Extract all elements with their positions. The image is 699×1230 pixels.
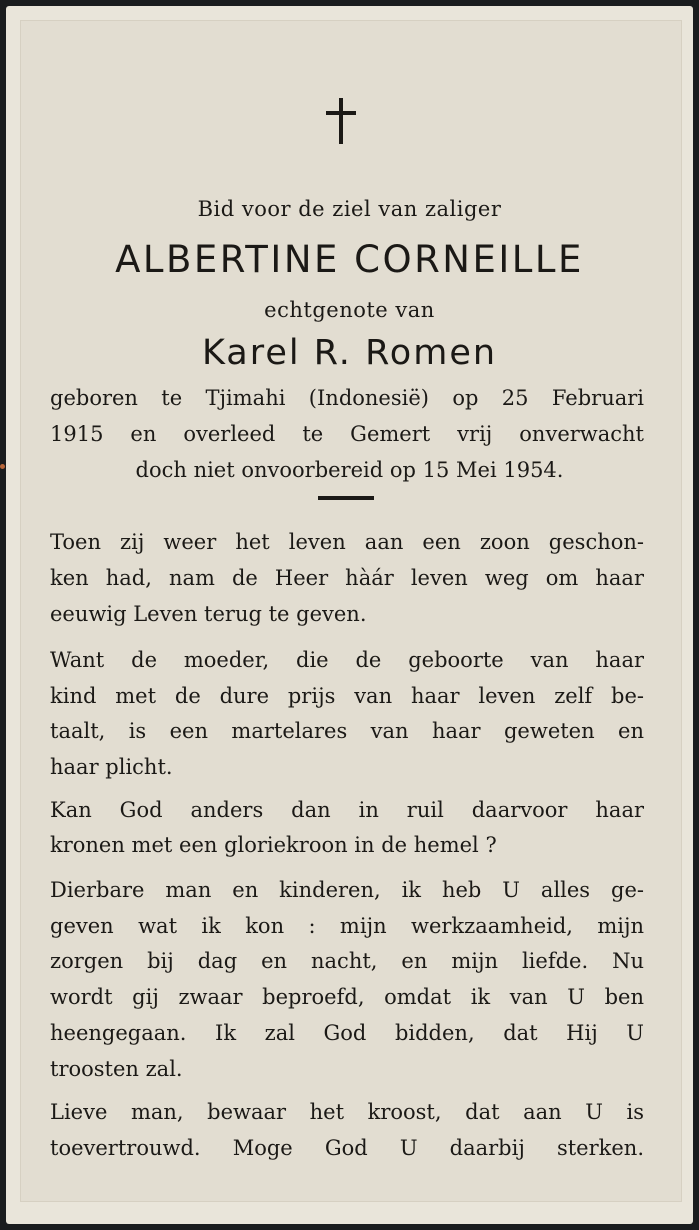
- text-line: troosten zal.: [50, 1057, 183, 1081]
- text-line: Dierbare man en kinderen, ik heb U alles ge-: [50, 878, 644, 902]
- text-line: heengegaan. Ik zal God bidden, dat Hij U: [50, 1021, 644, 1045]
- section-divider: [318, 496, 374, 500]
- biography-line: geboren te Tjimahi (Indonesië) op 25 Februari: [50, 386, 644, 410]
- text-line: Toen zij weer het leven aan een zoon geschon-: [50, 530, 644, 554]
- text-line: eeuwig Leven terug te geven.: [50, 602, 367, 626]
- text-line: kind met de dure prijs van haar leven zelf be-: [50, 684, 644, 708]
- text-line: haar plicht.: [50, 755, 173, 779]
- deceased-name: ALBERTINE CORNEILLE: [115, 238, 584, 281]
- prayer-intro: Bid voor de ziel van zaliger: [197, 197, 502, 221]
- text-line: geven wat ik kon : mijn werkzaamheid, mijn: [50, 914, 644, 938]
- text-line: Kan God anders dan in ruil daarvoor haar: [50, 798, 644, 822]
- latin-cross-icon: [326, 98, 356, 144]
- text-line: wordt gij zwaar beproefd, omdat ik van U ben: [50, 985, 644, 1009]
- biography-line: 1915 en overleed te Gemert vrij onverwacht: [50, 422, 644, 446]
- text-line: toevertrouwd. Moge God U daarbij sterken.: [50, 1136, 644, 1160]
- relation-text: echtgenote van: [264, 298, 435, 322]
- spouse-name: Karel R. Romen: [201, 333, 498, 373]
- biography-line: doch niet onvoorbereid op 15 Mei 1954.: [135, 458, 564, 482]
- text-line: Want de moeder, die de geboorte van haar: [50, 648, 644, 672]
- text-line: taalt, is een martelares van haar geweten en: [50, 719, 644, 743]
- text-line: zorgen bij dag en nacht, en mijn liefde. Nu: [50, 949, 644, 973]
- text-line: kronen met een gloriekroon in de hemel ?: [50, 833, 497, 857]
- text-line: ken had, nam de Heer hàár leven weg om haar: [50, 566, 644, 590]
- text-line: Lieve man, bewaar het kroost, dat aan U is: [50, 1100, 644, 1124]
